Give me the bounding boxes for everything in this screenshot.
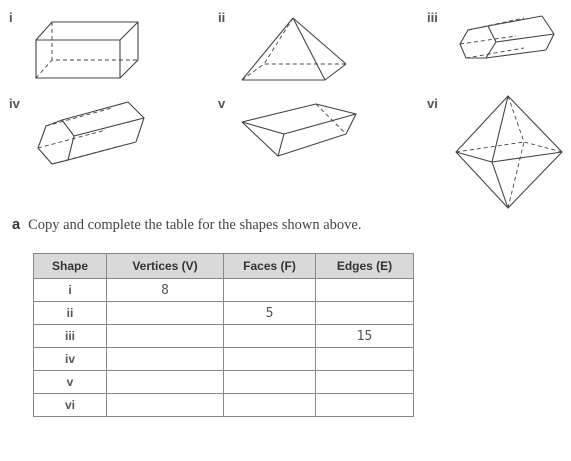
shape-table [33,253,414,417]
cell-edges[interactable] [316,348,414,371]
cell-faces[interactable] [224,325,316,348]
table-header-row [34,254,414,279]
cell-shape: iv [34,348,107,371]
cell-edges[interactable] [316,302,414,325]
shape-label-iv: iv [9,96,20,111]
instruction-body: Copy and complete the table for the shapes shown above. [28,217,362,233]
table-row [34,394,414,417]
cell-shape: iii [34,325,107,348]
table-row [34,371,414,394]
octahedron-icon [0,0,571,215]
cell-faces[interactable] [224,279,316,302]
cell-faces[interactable]: 5 [224,302,316,325]
table-row [34,302,414,325]
cell-vertices[interactable] [107,325,224,348]
cell-vertices[interactable] [107,371,224,394]
cell-vertices[interactable]: 8 [107,279,224,302]
cell-faces[interactable] [224,348,316,371]
shape-label-iii: iii [427,10,438,25]
cell-vertices[interactable] [107,302,224,325]
shape-label-i: i [9,10,13,25]
instruction-text [12,217,362,234]
cell-faces[interactable] [224,371,316,394]
header-edges: Edges (E) [316,254,414,279]
cell-shape: v [34,371,107,394]
part-label: a [12,217,21,233]
cell-shape: i [34,279,107,302]
cell-vertices[interactable] [107,394,224,417]
shape-label-vi: vi [427,96,438,111]
header-faces: Faces (F) [224,254,316,279]
table-row [34,279,414,302]
table-row [34,348,414,371]
cell-edges[interactable]: 15 [316,325,414,348]
cell-shape: ii [34,302,107,325]
header-shape: Shape [34,254,107,279]
cell-faces[interactable] [224,394,316,417]
shape-label-ii: ii [218,10,226,25]
cell-vertices[interactable] [107,348,224,371]
table-row [34,325,414,348]
cell-edges[interactable] [316,394,414,417]
cell-edges[interactable] [316,279,414,302]
cell-shape: vi [34,394,107,417]
header-vertices: Vertices (V) [107,254,224,279]
shape-label-v: v [218,96,226,111]
cell-edges[interactable] [316,371,414,394]
